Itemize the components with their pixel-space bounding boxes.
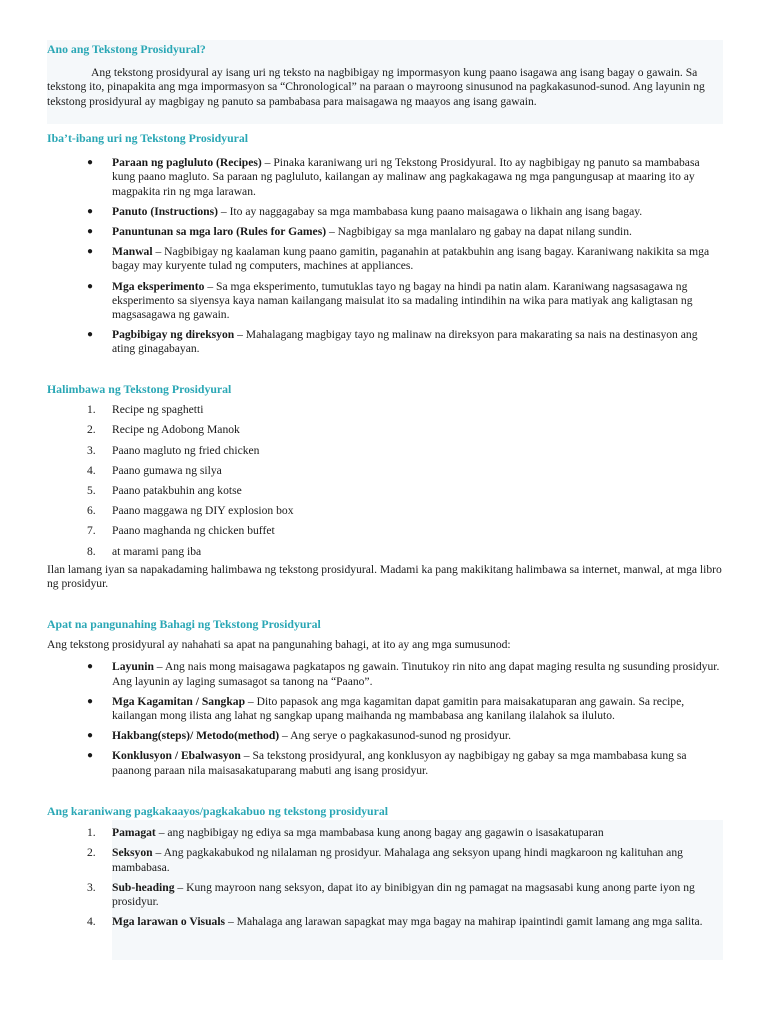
section-heading: Apat na pangunahing Bahagi ng Tekstong Prosidyural	[47, 617, 321, 631]
list-item	[47, 729, 723, 743]
halimbawa-list	[47, 403, 723, 559]
item-term: Seksyon	[112, 846, 153, 860]
item-text: Recipe ng Adobong Manok	[112, 423, 240, 437]
list-item	[47, 524, 723, 538]
item-text: – Ang serye o pagkakasunod-sunod ng prosidyur.	[279, 729, 512, 743]
item-text: – ang nagbibigay ng ediya sa mga mambabasa kung anong bagay ang gagawin o isasakatuparan	[155, 826, 604, 840]
item-number: 5.	[87, 484, 96, 498]
list-item	[47, 156, 723, 199]
section-heading: Ang karaniwang pagkakaayos/pagkakabuo ng tekstong prosidyural	[47, 804, 389, 818]
intro-paragraph: Ang tekstong prosidyural ay isang uri ng teksto na nagbibigay ng impormasyon kung paano isagawa ang isang bagay o gawain. Sa tekstong ito, pinapakita ang mga impormasyon sa “Chronological” na paraan o mayroong sinusunod na pagkakasunod-sunod. Ang layunin ng tekstong prosidyural ay magbigay ng panuto sa pambabasa para maisagawa ng maayos ang isang gawain.	[47, 66, 705, 108]
section-pagkakaayos	[47, 804, 723, 935]
item-number: 2.	[87, 423, 96, 437]
item-number: 3.	[87, 443, 96, 457]
item-text: – Pinaka karaniwang uri ng Tekstong Prosidyural. Ito ay nagbibigay ng panuto sa mambabasa kung paano magluto. Sa paraan ng pagluluto, kailangan ay malinaw ang pagkakagawa ng mga pangungusap at maaring ito ay magpakita rin ng mga larawan.	[112, 156, 700, 198]
item-number: 8.	[87, 544, 96, 558]
item-term: Hakbang(steps)/ Metodo(method)	[112, 729, 280, 743]
item-text: – Ang nais mong maisagawa pagkatapos ng gawain. Tinutukoy rin nito ang dapat maging resulta ng susunding prosidyur. Ang layunin ay laging sumasagot sa tanong na “Paano”.	[112, 660, 720, 688]
section-heading: Ano ang Tekstong Prosidyural?	[47, 42, 206, 56]
item-term: Mga larawan o Visuals	[112, 915, 226, 929]
item-text: – Kung mayroon nang seksyon, dapat ito ay binibigyan din ng pamagat na magsasabi kung anong parte iyon ng prosidyur.	[112, 880, 695, 909]
bullet-icon: ●	[87, 329, 94, 341]
bullet-icon: ●	[87, 661, 94, 673]
list-item	[47, 749, 723, 777]
section-bahagi	[47, 617, 723, 784]
list-item	[47, 484, 723, 498]
item-number: 6.	[87, 504, 96, 518]
item-text: – Sa tekstong prosidyural, ang konklusyon ay nagbibigay ng gabay sa mga mambabasa kung sa paanong paraan nila maisasakatuparang mabuti ang isang prosidyur.	[112, 749, 687, 777]
list-item	[47, 328, 723, 356]
item-number: 1.	[87, 826, 96, 840]
list-item	[47, 846, 723, 874]
item-term: Mga Kagamitan / Sangkap	[112, 694, 246, 708]
list-item	[47, 545, 723, 559]
section-heading: Halimbawa ng Tekstong Prosidyural	[47, 382, 232, 396]
list-item	[47, 826, 723, 840]
item-number: 4.	[87, 915, 96, 929]
list-item	[47, 205, 723, 219]
list-item	[47, 695, 723, 723]
item-number: 1.	[87, 403, 96, 417]
list-item	[47, 225, 723, 239]
bullet-icon: ●	[87, 695, 94, 707]
item-text: Paano patakbuhin ang kotse	[112, 484, 242, 498]
item-text: – Nagbibigay ng kaalaman kung paano gamitin, paganahin at patakbuhin ang isang bagay. Karaniwang nakikita sa mga bagay may kuryente tulad ng computers, machines at appliances.	[112, 245, 710, 273]
section-halimbawa	[47, 382, 723, 591]
item-text: Paano gumawa ng silya	[112, 463, 222, 477]
bullet-icon: ●	[87, 205, 94, 217]
pagkakaayos-list	[47, 826, 723, 929]
bullet-icon: ●	[87, 280, 94, 292]
item-term: Paraan ng pagluluto (Recipes)	[112, 156, 262, 170]
list-item	[47, 280, 723, 323]
list-item	[47, 504, 723, 518]
list-item	[47, 915, 723, 929]
item-term: Pagbibigay ng direksyon	[112, 328, 235, 342]
bullet-icon: ●	[87, 730, 94, 742]
item-text: Recipe ng spaghetti	[112, 403, 204, 417]
item-term: Mga eksperimento	[112, 279, 205, 293]
section-ano-ang	[47, 42, 723, 109]
item-text: Paano magluto ng fried chicken	[112, 443, 260, 457]
bullet-icon: ●	[87, 750, 94, 762]
item-number: 7.	[87, 524, 96, 538]
bahagi-intro: Ang tekstong prosidyural ay nahahati sa apat na pangunahing bahagi, at ito ay ang mga sumusunod:	[47, 638, 511, 652]
item-text: – Mahalagang magbigay tayo ng malinaw na direksyon para makarating sa nais na destinasyon ang ating ginagabayan.	[112, 328, 698, 356]
item-term: Manwal	[112, 245, 153, 259]
item-number: 3.	[87, 880, 96, 894]
item-term: Panuto (Instructions)	[112, 204, 218, 218]
list-item	[47, 245, 723, 273]
item-term: Pamagat	[112, 826, 156, 840]
bullet-icon: ●	[87, 246, 94, 258]
item-text: – Ito ay naggagabay sa mga mambabasa kung paano maisagawa o likhain ang isang bagay.	[217, 204, 643, 218]
list-item	[47, 881, 723, 909]
item-text: – Mahalaga ang larawan sapagkat may mga bagay na mahirap ipaintindi gamit lamang ang mga salita.	[225, 915, 703, 929]
item-text: Paano maghanda ng chicken buffet	[112, 524, 275, 538]
item-term: Layunin	[112, 660, 154, 674]
bahagi-list	[47, 660, 723, 777]
section-uri	[47, 131, 723, 363]
list-item	[47, 423, 723, 437]
item-term: Sub-heading	[112, 880, 175, 894]
list-item	[47, 660, 723, 688]
bullet-icon: ●	[87, 226, 94, 238]
item-term: Konklusyon / Ebalwasyon	[112, 749, 241, 763]
list-item	[47, 444, 723, 458]
item-text: Paano maggawa ng DIY explosion box	[112, 504, 294, 518]
item-text: – Dito papasok ang mga kagamitan dapat gamitin para maisakatuparan ang gawain. Sa recipe, kailangan mong ilista ang lahat ng sangkap upang maihanda ng mambabasa ang kanilang ilalahok sa iluluto.	[112, 694, 685, 723]
item-text: at marami pang iba	[112, 544, 202, 558]
closing-paragraph: Ilan lamang iyan sa napakadaming halimbawa ng tekstong prosidyural. Madami ka pang makikitang halimbawa sa internet, manwal, at mga libro ng prosidyur.	[47, 562, 722, 591]
item-text: – Nagbibigay sa mga manlalaro ng gabay na dapat nilang sundin.	[326, 225, 632, 239]
item-term: Panuntunan sa mga laro (Rules for Games)	[112, 225, 327, 239]
uri-list	[47, 156, 723, 356]
section-heading: Iba’t-ibang uri ng Tekstong Prosidyural	[47, 131, 249, 145]
bullet-icon: ●	[87, 157, 94, 169]
item-text: – Ang pagkakabukod ng nilalaman ng prosidyur. Mahalaga ang seksyon upang hindi magkaroon ng kalituhan ang mambabasa.	[112, 846, 683, 874]
item-number: 4.	[87, 463, 96, 477]
item-text: – Sa mga eksperimento, tumutuklas tayo ng bagay na hindi pa natin alam. Karaniwang nagsasagawa ng eksperimento sa siyensya kaya naman kailangang maisulat ito sa madaling intindihin na wika para matiyak ang kaligtasan ng magsasagawa ng gawain.	[112, 279, 693, 322]
list-item	[47, 403, 723, 417]
list-item	[47, 464, 723, 478]
item-number: 2.	[87, 846, 96, 860]
